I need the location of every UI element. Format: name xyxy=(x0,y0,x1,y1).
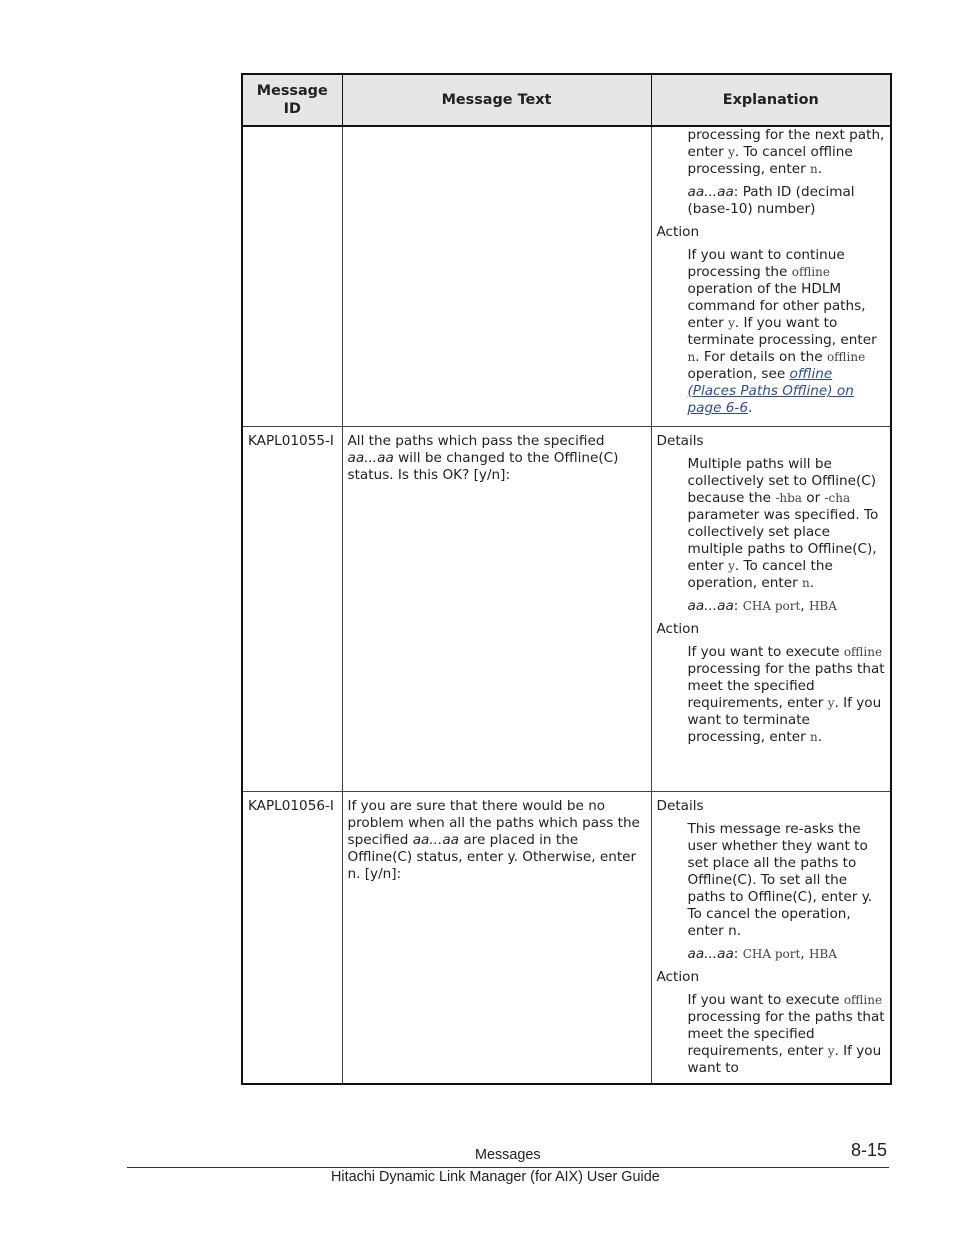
cell-message-text xyxy=(342,426,651,791)
code-n: n xyxy=(809,162,818,176)
code-offline: offline xyxy=(826,350,866,364)
table-row-continued xyxy=(242,126,891,426)
text-run: All the paths which pass the specified xyxy=(347,432,605,449)
header-message-id-line2: ID xyxy=(283,101,301,117)
variable-name: aa...aa xyxy=(687,184,734,200)
text-run: . To cancel the operation, enter xyxy=(687,557,833,591)
text-run: are placed in the Offline(C) status, enter y. Otherwise, enter n. [y/n]: xyxy=(347,831,637,882)
variable-description xyxy=(657,184,886,218)
text-run: : Path ID (decimal (base-10) number) xyxy=(687,184,855,217)
code-y: y xyxy=(827,1043,835,1058)
code-cha-port: CHA port xyxy=(742,598,801,613)
action-paragraph xyxy=(657,247,886,417)
header-message-id xyxy=(242,74,342,126)
variable-name: aa...aa xyxy=(347,449,394,466)
text-run: processing for the paths that meet the specified requirements, enter xyxy=(687,1008,885,1059)
message-id: KAPL01056-I xyxy=(248,797,334,814)
action-label: Action xyxy=(656,620,700,637)
code-y: y xyxy=(728,558,735,573)
cell-message-text-empty xyxy=(342,126,651,426)
text-run: processing for the paths that meet the specified requirements, enter xyxy=(687,660,885,711)
text-run: If you are sure that there would be no problem when all the paths which pass the specified xyxy=(347,797,640,848)
text-run: or xyxy=(801,489,825,506)
text-run: . xyxy=(817,161,823,177)
text-run: , xyxy=(800,945,809,962)
cell-message-text xyxy=(342,791,651,1084)
text-run: . If you want to terminate processing, enter xyxy=(687,315,877,348)
details-tail-paragraph xyxy=(657,127,886,178)
text-run: : xyxy=(733,945,743,962)
header-message-text: Message Text xyxy=(342,74,651,126)
text-run: : xyxy=(733,597,743,614)
text-run: operation of the HDLM command for other paths, enter xyxy=(687,281,866,331)
text-run: . xyxy=(747,400,753,416)
action-paragraph xyxy=(657,992,886,1077)
text-run: . To cancel offline processing, enter xyxy=(687,144,853,177)
message-id: KAPL01055-I xyxy=(248,432,334,449)
code-offline: offline xyxy=(791,265,830,279)
footer-section-title: Messages xyxy=(475,1147,541,1163)
text-run: . If you want to terminate processing, enter xyxy=(687,694,882,745)
cell-explanation xyxy=(651,426,891,791)
cell-message-id xyxy=(242,426,342,791)
cell-message-id-empty xyxy=(242,126,342,426)
code-y: y xyxy=(728,145,735,159)
code-y: y xyxy=(827,695,835,710)
messages-table xyxy=(241,73,892,1085)
variable-description xyxy=(657,946,886,963)
text-run: Multiple paths will be collectively set to Offline(C) because the xyxy=(687,455,877,506)
code-n: n xyxy=(809,729,818,744)
text-run: . For details on the xyxy=(695,349,827,365)
cell-message-id xyxy=(242,791,342,1084)
text-run: If you want to execute xyxy=(687,991,844,1008)
text-run: . If you want to xyxy=(687,1042,882,1076)
code-hba: HBA xyxy=(808,946,837,961)
cell-explanation xyxy=(651,791,891,1084)
text-run: . xyxy=(817,728,823,745)
table-row-kapl01056 xyxy=(242,791,891,1084)
text-run: If you want to execute xyxy=(687,643,844,660)
details-paragraph: This message re-asks the user whether they want to set place all the paths to Offline(C). To set all the paths to Offline(C), enter y. To cancel the operation, enter n. xyxy=(687,820,873,939)
text-run: processing for the next path, enter xyxy=(687,127,885,160)
variable-name: aa...aa xyxy=(412,831,459,848)
action-label: Action xyxy=(656,968,700,985)
page-number: 8-15 xyxy=(851,1140,888,1160)
variable-name: aa...aa xyxy=(687,597,734,614)
footer-book-title: Hitachi Dynamic Link Manager (for AIX) User Guide xyxy=(331,1169,660,1185)
code-offline: offline xyxy=(843,644,883,659)
code-n: n xyxy=(802,575,810,590)
code-hba: HBA xyxy=(808,598,837,613)
variable-name: aa...aa xyxy=(687,945,734,962)
text-run: operation, see xyxy=(687,366,790,382)
header-explanation: Explanation xyxy=(651,74,891,126)
code-n: n xyxy=(687,350,696,364)
text-run: parameter was specified. To collectively set place multiple paths to Offline(C), enter xyxy=(687,506,879,574)
variable-description xyxy=(657,598,886,615)
code-hba-param: -hba xyxy=(775,490,802,505)
text-run: will be changed to the Offline(C) status. Is this OK? [y/n]: xyxy=(347,449,619,483)
cell-explanation xyxy=(651,126,891,426)
code-cha-param: -cha xyxy=(824,490,851,505)
table-header-row xyxy=(242,74,891,126)
action-paragraph xyxy=(657,644,886,746)
table-row-kapl01055 xyxy=(242,426,891,791)
text-run: . xyxy=(809,574,815,591)
code-cha-port: CHA port xyxy=(742,946,801,961)
details-label: Details xyxy=(656,797,704,814)
code-y: y xyxy=(728,316,735,330)
action-label: Action xyxy=(656,224,700,240)
text-run: If you want to continue processing the xyxy=(687,247,845,280)
footer-divider xyxy=(127,1167,889,1168)
text-run: , xyxy=(800,597,809,614)
code-offline: offline xyxy=(843,992,883,1007)
offline-command-link[interactable]: offline (Places Paths Offline) on page 6-6 xyxy=(687,366,854,416)
details-paragraph xyxy=(657,456,886,592)
details-label: Details xyxy=(656,432,704,449)
header-message-id-line1: Message xyxy=(256,83,328,99)
